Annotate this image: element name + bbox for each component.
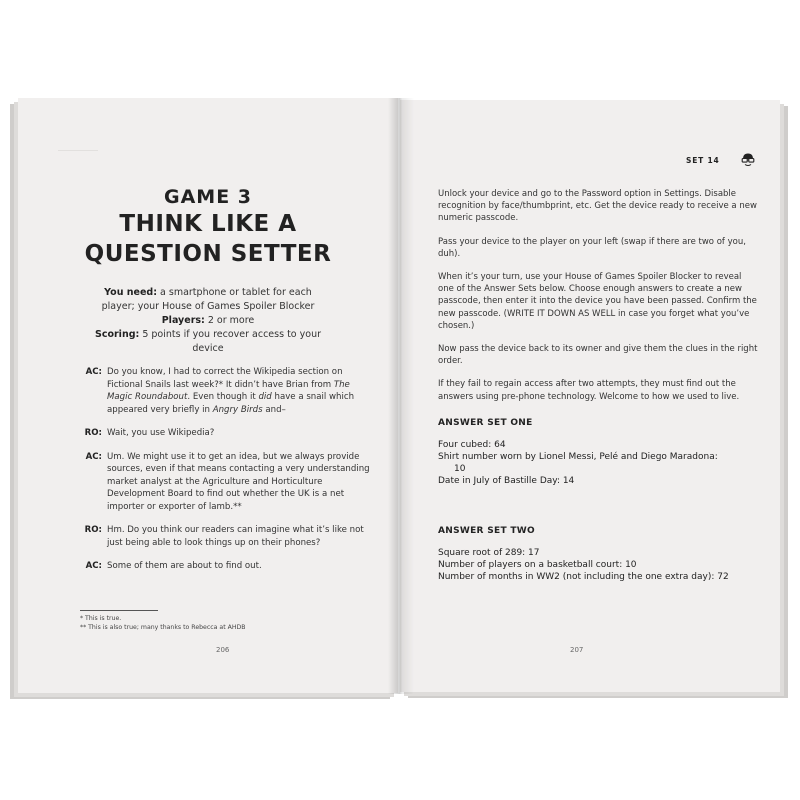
dialogue-line bbox=[80, 366, 370, 416]
speaker: RO: bbox=[84, 428, 102, 438]
book-gutter bbox=[388, 98, 414, 694]
paragraph: Pass your device to the player on your left (swap if there are two of you, duh). bbox=[438, 236, 746, 259]
dialogue-text: Do you know, I had to correct the Wikipedia section on Fictional Snails last week?* It didn’t have Brian from The Magic Roundabout. Even though it did have a snail which appeared very briefly in Angry Birds and– bbox=[107, 367, 355, 415]
footnote-rule bbox=[80, 610, 158, 611]
answer-set-one-title: ANSWER SET ONE bbox=[438, 417, 533, 428]
dialogue-text: Wait, you use Wikipedia? bbox=[107, 428, 215, 438]
you-need: You need: a smartphone or tablet for each player; your House of Games Spoiler Blocker bbox=[101, 287, 315, 312]
dialogue-line bbox=[80, 427, 370, 440]
page-number: 206 bbox=[216, 646, 230, 654]
show-through-text bbox=[58, 150, 98, 159]
paragraph: Now pass the device back to its owner and give them the clues in the right order. bbox=[438, 344, 758, 367]
answer-item: Square root of 289: 17 bbox=[438, 548, 540, 559]
instructions bbox=[438, 188, 758, 583]
answer-item: Four cubed: 64 bbox=[438, 440, 506, 451]
speaker: AC: bbox=[85, 367, 102, 377]
footnotes bbox=[80, 614, 246, 632]
title-line-1: THINK LIKE A bbox=[119, 211, 297, 237]
answer-set-two bbox=[438, 547, 758, 583]
answer-item: Shirt number worn by Lionel Messi, Pelé and Diego Maradona: bbox=[438, 452, 718, 463]
game-title bbox=[18, 209, 398, 269]
dialogue-line bbox=[80, 451, 370, 514]
page-number: 207 bbox=[570, 646, 584, 654]
face-with-glasses-icon bbox=[740, 152, 756, 168]
paragraph: When it’s your turn, use your House of Games Spoiler Blocker to reveal one of the Answer Sets below. Choose enough answers to create a new passcode, then enter it into the device you have been passed. Confirm the new passcode. (WRITE IT DOWN AS WELL in case you forget what you’ve chosen.) bbox=[438, 272, 757, 331]
left-page bbox=[18, 98, 398, 693]
dialogue-line bbox=[80, 560, 370, 573]
dialogue-text: Um. We might use it to get an idea, but we always provide sources, even if that means contacting a very understanding market analyst at the Agriculture and Horticulture Development Board to find out whether the UK is a net importer or exporter of lamb.** bbox=[107, 451, 370, 512]
dialogue bbox=[80, 366, 370, 584]
answer-set-two-title: ANSWER SET TWO bbox=[438, 526, 535, 537]
right-page bbox=[400, 100, 780, 692]
answer-item-continued: 10 bbox=[454, 464, 466, 475]
set-label: SET 14 bbox=[686, 156, 720, 165]
dialogue-text: Some of them are about to find out. bbox=[107, 561, 262, 571]
answer-item: Number of players on a basketball court: 10 bbox=[438, 560, 637, 571]
paragraph: If they fail to regain access after two attempts, they must find out the answers using pre-phone technology. Welcome to how we used to live. bbox=[438, 379, 740, 402]
scoring: Scoring: 5 points if you recover access to your device bbox=[95, 329, 321, 354]
answer-item: Date in July of Bastille Day: 14 bbox=[438, 476, 575, 487]
footnote: ** This is also true; many thanks to Rebecca at AHDB bbox=[80, 624, 246, 631]
game-label: GAME 3 bbox=[163, 186, 253, 208]
speaker: RO: bbox=[84, 525, 102, 535]
speaker: AC: bbox=[85, 561, 102, 571]
dialogue-text: Hm. Do you think our readers can imagine what it’s like not just being able to look things up on their phones? bbox=[107, 525, 364, 548]
players: Players: 2 or more bbox=[161, 315, 255, 326]
answer-set-one bbox=[438, 439, 758, 487]
paragraph: Unlock your device and go to the Password option in Settings. Disable recognition by face/thumbprint, etc. Get the device ready to receive a new numeric passcode. bbox=[438, 189, 757, 224]
dialogue-line bbox=[80, 524, 370, 549]
open-book bbox=[18, 98, 784, 698]
answer-item: Number of months in WW2 (not including the one extra day): 72 bbox=[438, 572, 729, 583]
footnote: * This is true. bbox=[80, 615, 122, 622]
title-line-2: QUESTION SETTER bbox=[84, 241, 332, 267]
speaker: AC: bbox=[85, 451, 102, 462]
game-specs bbox=[88, 286, 328, 356]
